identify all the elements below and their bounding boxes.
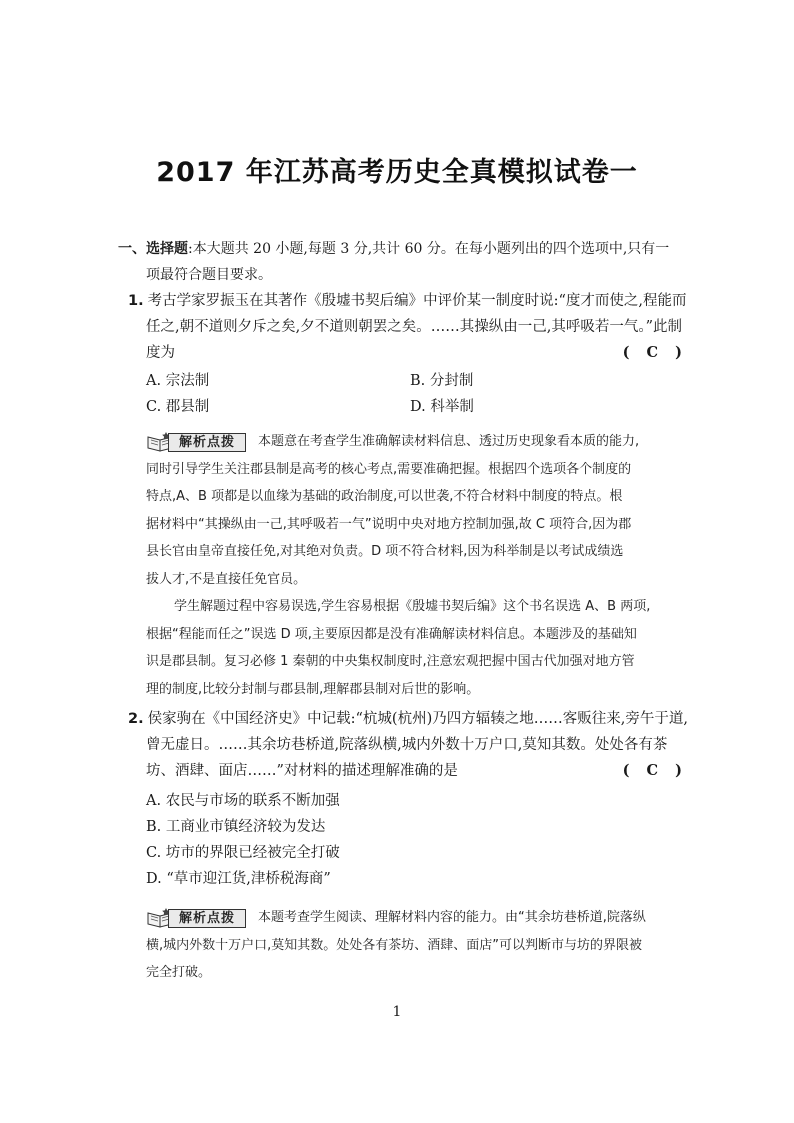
question-text-line2: 曾无虚日。……其余坊巷桥道,院落纵横,城内外数十万户口,莫知其数。处处各有茶 bbox=[146, 737, 668, 753]
analysis-line: 县长官由皇帝直接任免,对其绝对负责。D 项不符合材料,因为科举制是以考试成绩选 bbox=[146, 544, 624, 559]
section-intro-line1: :本大题共 20 小题,每题 3 分,共计 60 分。在每小题列出的四个选项中,只有一 bbox=[188, 241, 670, 257]
analysis-line: 本题考查学生阅读、理解材料内容的能力。由“其余坊巷桥道,院落纵 bbox=[258, 910, 646, 925]
options-1 bbox=[146, 368, 666, 420]
answer-mark: ( C ) bbox=[622, 344, 688, 361]
analysis-line: 完全打破。 bbox=[146, 965, 212, 980]
question-1 bbox=[128, 288, 688, 366]
analysis-line: 拔人才,不是直接任免官员。 bbox=[146, 571, 307, 587]
question-2 bbox=[128, 706, 688, 784]
section-instructions bbox=[118, 236, 688, 288]
question-text-line3: 度为 bbox=[146, 345, 175, 361]
question-text-line1: 侯家驹在《中国经济史》中记载:“杭城(杭州)乃四方辐辏之地……客贩往来,旁午于道, bbox=[147, 711, 688, 727]
option-d: D. “草市迎江货,津桥税海商” bbox=[146, 871, 331, 887]
option-d: D. 科举制 bbox=[410, 399, 474, 415]
analysis-line: 学生解题过程中容易误选,学生容易根据《殷墟书契后编》这个书名误选 A、B 两项, bbox=[174, 599, 651, 614]
analysis-badge bbox=[146, 431, 246, 452]
question-number: 2. bbox=[128, 711, 144, 727]
option-b: B. 分封制 bbox=[410, 373, 474, 389]
page-title: 2017 年江苏高考历史全真模拟试卷一 bbox=[156, 157, 638, 188]
answer-mark: ( C ) bbox=[622, 762, 688, 779]
analysis-line: 识是郡县制。复习必修 1 秦朝的中央集权制度时,注意宏观把握中国古代加强对地方管 bbox=[146, 654, 635, 669]
section-intro-line2: 项最符合题目要求。 bbox=[146, 267, 272, 283]
option-c: C. 坊市的界限已经被完全打破 bbox=[146, 845, 340, 861]
question-number: 1. bbox=[128, 293, 144, 309]
analysis-badge bbox=[146, 907, 246, 928]
option-a: A. 农民与市场的联系不断加强 bbox=[146, 793, 340, 809]
page-number: 1 bbox=[392, 1004, 402, 1020]
question-text-line3: 坊、酒肆、面店……”对材料的描述理解准确的是 bbox=[146, 763, 458, 779]
option-b: B. 工商业市镇经济较为发达 bbox=[146, 819, 326, 835]
question-text-line2: 任之,朝不道则夕斥之矣,夕不道则朝罢之矣。……其操纵由一己,其呼吸若一气。”此制 bbox=[146, 319, 682, 335]
analysis-line: 本题意在考查学生准确解读材料信息、透过历史现象看本质的能力, bbox=[258, 434, 640, 449]
analysis-line: 理的制度,比较分封制与郡县制,理解郡县制对后世的影响。 bbox=[146, 681, 480, 697]
analysis-2 bbox=[146, 904, 688, 987]
options-2 bbox=[146, 788, 666, 892]
option-a: A. 宗法制 bbox=[146, 373, 210, 389]
question-text-line1: 考古学家罗振玉在其著作《殷墟书契后编》中评价某一制度时说:“度才而使之,程能而 bbox=[147, 293, 687, 309]
analysis-line: 据材料中“其操纵由一己,其呼吸若一气”说明中央对地方控制加强,故 C 项符合,因为郡 bbox=[146, 516, 632, 532]
section-heading: 一、选择题 bbox=[118, 241, 188, 257]
analysis-label: 解析点拨 bbox=[168, 433, 246, 452]
analysis-line: 特点,A、B 项都是以血缘为基础的政治制度,可以世袭,不符合材料中制度的特点。根 bbox=[146, 489, 623, 504]
analysis-label: 解析点拨 bbox=[168, 909, 246, 928]
analysis-line: 根据“程能而任之”误选 D 项,主要原因都是没有准确解读材料信息。本题涉及的基础知 bbox=[146, 626, 637, 642]
option-c: C. 郡县制 bbox=[146, 399, 210, 415]
analysis-line: 同时引导学生关注郡县制是高考的核心考点,需要准确把握。根据四个选项各个制度的 bbox=[146, 461, 632, 477]
analysis-1 bbox=[146, 428, 688, 703]
analysis-line: 横,城内外数十万户口,莫知其数。处处各有茶坊、酒肆、面店”可以判断市与坊的界限被 bbox=[146, 937, 643, 953]
